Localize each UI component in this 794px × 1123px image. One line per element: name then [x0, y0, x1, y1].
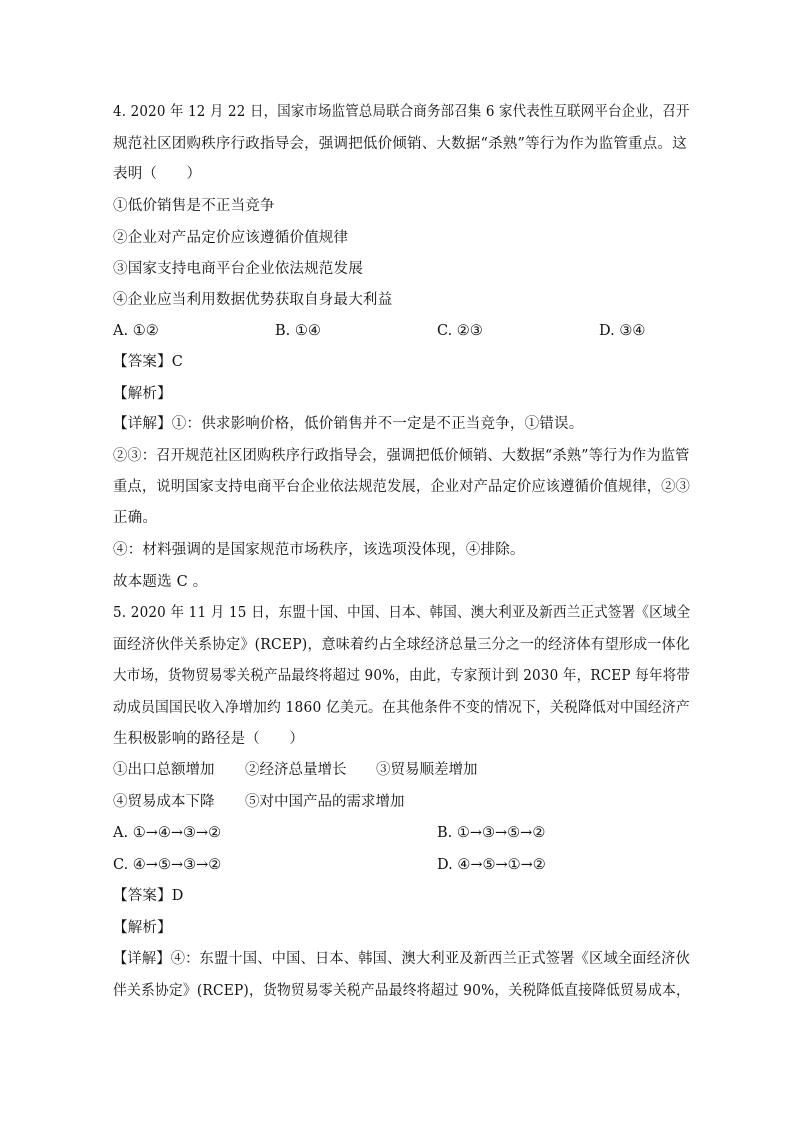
q4-option-a: A. ①② — [113, 323, 159, 339]
q4-detail-line-4: 正确。 — [113, 510, 158, 526]
q5-detail-line-2: 伴关系协定》(RCEP)，货物贸易零关税产品最终将超过 90%，关税降低直接降低贸易成本， — [113, 983, 691, 999]
q4-item-2: ②企业对产品定价应该遵循价值规律 — [113, 230, 349, 246]
q5-option-d: D. ④→⑤→①→② — [437, 857, 546, 873]
q4-stem-line-3: 表明（ ） — [113, 166, 202, 182]
q5-stem-line-5: 生积极影响的路径是（ ） — [113, 731, 305, 747]
q4-option-d: D. ③④ — [599, 323, 646, 339]
q5-answer: 【答案】D — [113, 888, 184, 904]
q4-item-3: ③国家支持电商平台企业依法规范发展 — [113, 261, 363, 277]
q5-stem-line-4: 动成员国国民收入净增加约 1860 亿美元。在其他条件不变的情况下，关税降低对中国经济产 — [113, 700, 690, 716]
q5-item-4: ④贸易成本下降 — [113, 794, 215, 810]
q4-detail-line-6: 故本题选 C 。 — [113, 574, 208, 590]
q4-detail-line-3: 重点，说明国家支持电商平台企业依法规范发展，企业对产品定价应该遵循价值规律，②③ — [113, 479, 690, 495]
q5-item-2: ②经济总量增长 — [245, 762, 347, 778]
q5-option-c: C. ④→⑤→③→② — [113, 857, 222, 873]
q4-item-1: ①低价销售是不正当竞争 — [113, 198, 275, 214]
q5-analysis-label: 【解析】 — [113, 920, 172, 936]
q4-detail-line-5: ④：材料强调的是国家规范市场秩序，该选项没体现，④排除。 — [113, 542, 525, 558]
q4-stem-line-2: 规范社区团购秩序行政指导会，强调把低价倾销、大数据“杀熟”等行为作为监管重点。这 — [113, 136, 687, 152]
q4-stem-line-1: 4. 2020 年 12 月 22 日，国家市场监管总局联合商务部召集 6 家代表性互联网平台企业，召开 — [113, 104, 690, 120]
q4-option-c: C. ②③ — [437, 323, 483, 339]
q5-detail-line-1: 【详解】④：东盟十国、中国、日本、韩国、澳大利亚及新西兰正式签署《区域全面经济伙 — [113, 951, 690, 967]
q4-detail-line-2: ②③：召开规范社区团购秩序行政指导会，强调把低价倾销、大数据“杀熟”等行为作为监管 — [113, 448, 690, 464]
q5-stem-line-2: 面经济伙伴关系协定》(RCEP)，意味着约占全球经济总量三分之一的经济体有望形成一体化 — [113, 637, 690, 653]
q4-analysis-label: 【解析】 — [113, 386, 172, 402]
q5-stem-line-3: 大市场，货物贸易零关税产品最终将超过 90%，由此，专家预计到 2030 年，RCEP 每年将带 — [113, 668, 691, 684]
q5-stem-line-1: 5. 2020 年 11 月 15 日，东盟十国、中国、日本、韩国、澳大利亚及新西兰正式签署《区域全 — [113, 605, 691, 621]
q4-item-4: ④企业应当利用数据优势获取自身最大利益 — [113, 292, 393, 308]
q4-answer: 【答案】C — [113, 354, 184, 370]
q5-item-3: ③贸易顺差增加 — [376, 762, 478, 778]
q5-option-a: A. ①→④→③→② — [113, 825, 222, 841]
q4-detail-line-1: 【详解】①：供求影响价格，低价销售并不一定是不正当竞争，①错误。 — [113, 416, 584, 432]
q5-option-b: B. ①→③→⑤→② — [437, 825, 546, 841]
q5-item-1: ①出口总额增加 — [113, 762, 215, 778]
q4-option-b: B. ①④ — [275, 323, 321, 339]
q5-item-5: ⑤对中国产品的需求增加 — [245, 794, 405, 810]
